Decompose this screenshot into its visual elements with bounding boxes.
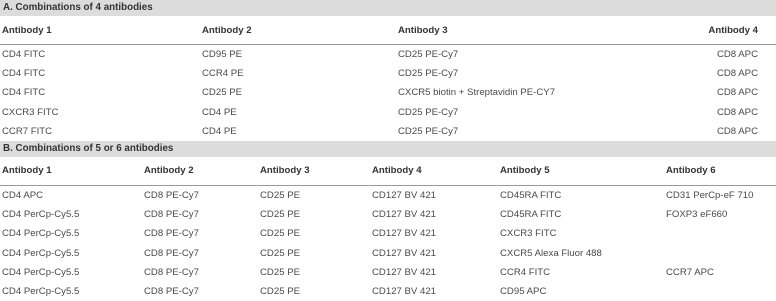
table-row — [0, 185, 776, 205]
section-a-table — [0, 16, 776, 141]
table-cell: CD45RA FITC — [500, 190, 562, 202]
column-header: Antibody 1 — [0, 16, 200, 45]
column-header: Antibody 4 — [370, 157, 498, 186]
table-row — [0, 103, 776, 122]
table-cell — [664, 282, 776, 301]
table-cell: CD4 PerCp-Cy5.5 — [2, 266, 80, 278]
table-cell: CXCR3 FITC — [2, 106, 59, 118]
column-header: Antibody 6 — [664, 157, 776, 186]
table-cell: CD127 BV 421 — [372, 209, 436, 221]
table-cell: CCR4 FITC — [500, 266, 551, 278]
column-header: Antibody 2 — [200, 16, 396, 45]
table-row — [0, 282, 776, 301]
table-cell: CD4 PerCp-Cy5.5 — [2, 247, 80, 259]
table-row — [0, 205, 776, 224]
table-cell: CD25 PE-Cy7 — [398, 125, 459, 137]
table-cell: CD25 PE — [260, 247, 300, 259]
table-cell: CD8 APC — [716, 49, 758, 61]
column-header: Antibody 4 — [646, 16, 776, 45]
table-cell: CD8 APC — [716, 125, 758, 137]
table-cell: CD8 PE-Cy7 — [144, 209, 199, 221]
section-b-table — [0, 157, 776, 301]
table-cell: CD25 PE — [260, 228, 300, 240]
table-cell: CD127 BV 421 — [372, 190, 436, 202]
table-cell: CD4 PerCp-Cy5.5 — [2, 228, 80, 240]
table-row — [0, 244, 776, 263]
column-header: Antibody 3 — [258, 157, 370, 186]
table-cell: CD25 PE-Cy7 — [398, 106, 459, 118]
table-cell: CD25 PE — [260, 285, 300, 297]
table-cell: CD4 APC — [2, 190, 44, 202]
section-a-header-row — [0, 16, 776, 45]
table-cell: CD4 FITC — [2, 68, 46, 80]
section-a-title: A. Combinations of 4 antibodies — [0, 0, 776, 16]
table-cell: CD4 PE — [202, 125, 237, 137]
table-cell: CD4 FITC — [2, 87, 46, 99]
table-cell: CD4 FITC — [2, 49, 46, 61]
table-row — [0, 224, 776, 243]
table-cell: CXCR3 FITC — [500, 228, 557, 240]
table-cell: CCR7 FITC — [2, 125, 53, 137]
section-b-header-row — [0, 157, 776, 186]
table-cell: CD25 PE-Cy7 — [398, 68, 459, 80]
table-cell: CD8 PE-Cy7 — [144, 285, 199, 297]
table-cell: CD4 PE — [202, 106, 237, 118]
table-cell: CD45RA FITC — [500, 209, 562, 221]
table-row — [0, 263, 776, 282]
table-cell: CD25 PE-Cy7 — [398, 49, 459, 61]
table-row — [0, 45, 776, 65]
table-cell: CD8 PE-Cy7 — [144, 228, 199, 240]
table-cell: CCR4 PE — [202, 68, 244, 80]
column-header: Antibody 3 — [396, 16, 646, 45]
table-cell: CD25 PE — [260, 190, 300, 202]
table-cell: CD8 PE-Cy7 — [144, 266, 199, 278]
table-cell — [664, 244, 776, 263]
table-cell: CD8 PE-Cy7 — [144, 247, 199, 259]
column-header: Antibody 1 — [0, 157, 142, 186]
table-row — [0, 83, 776, 102]
table-cell: CD127 BV 421 — [372, 285, 436, 297]
table-cell: CD31 PerCp-eF 710 — [666, 190, 754, 202]
table-cell: CD95 APC — [500, 285, 547, 297]
table-cell: FOXP3 eF660 — [666, 209, 728, 221]
table-cell: CD127 BV 421 — [372, 228, 436, 240]
column-header: Antibody 5 — [498, 157, 664, 186]
table-cell: CD127 BV 421 — [372, 247, 436, 259]
table-cell: CD4 PerCp-Cy5.5 — [2, 285, 80, 297]
table-cell: CD25 PE — [202, 87, 242, 99]
column-header: Antibody 2 — [142, 157, 258, 186]
table-cell: CD127 BV 421 — [372, 266, 436, 278]
table-cell: CD95 PE — [202, 49, 242, 61]
table-cell: CD8 APC — [716, 87, 758, 99]
table-cell: CD8 PE-Cy7 — [144, 190, 199, 202]
table-cell — [664, 224, 776, 243]
table-cell: CXCR5 Alexa Fluor 488 — [500, 247, 602, 259]
table-row — [0, 122, 776, 141]
table-cell: CD8 APC — [716, 68, 758, 80]
table-cell: CCR7 APC — [666, 266, 714, 278]
table-row — [0, 64, 776, 83]
table-cell: CD8 APC — [716, 106, 758, 118]
table-cell: CXCR5 biotin + Streptavidin PE-CY7 — [398, 87, 556, 99]
table-cell: CD25 PE — [260, 209, 300, 221]
table-cell: CD4 PerCp-Cy5.5 — [2, 209, 80, 221]
table-cell: CD25 PE — [260, 266, 300, 278]
section-b-title: B. Combinations of 5 or 6 antibodies — [0, 141, 776, 157]
